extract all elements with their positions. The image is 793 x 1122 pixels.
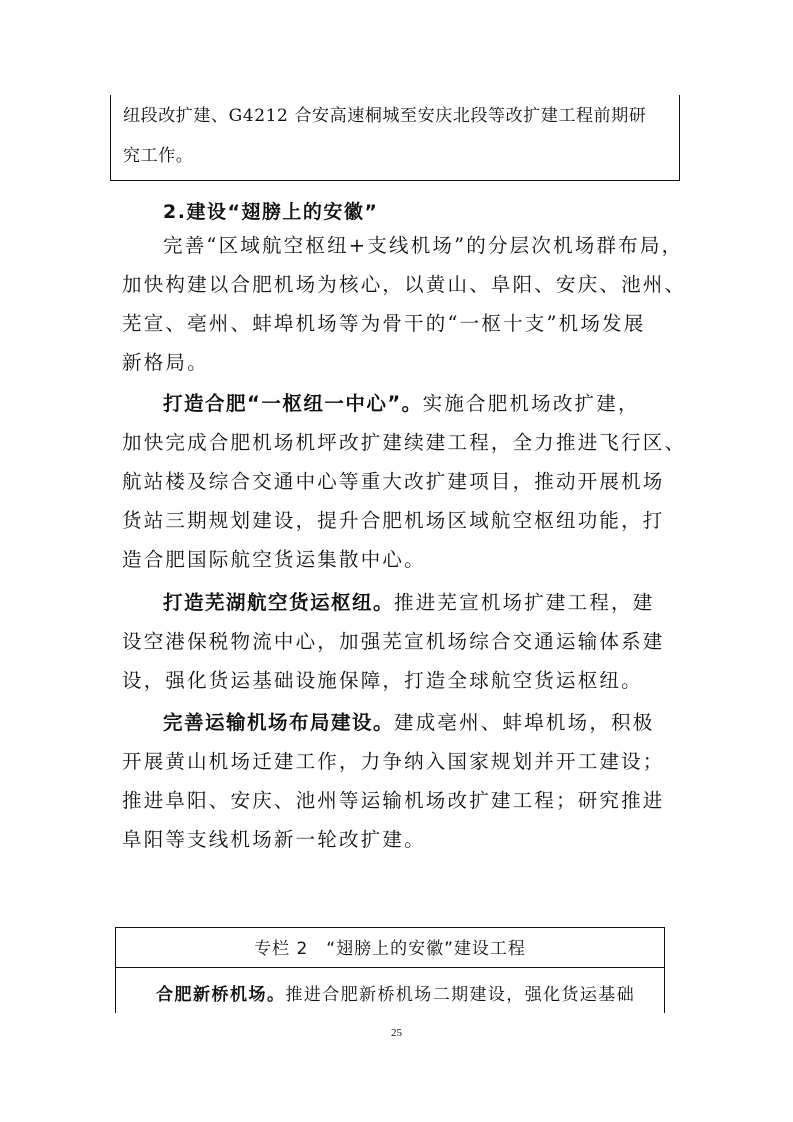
paragraph-line: 新格局。 (122, 351, 209, 374)
paragraph-line: 推进阜阳、安庆、池州等运输机场改扩建工程；研究推进 (122, 789, 665, 812)
paragraph-first-line (163, 391, 640, 417)
paragraph-line: 货站三期规划建设，提升合肥机场区域航空枢纽功能，打 (122, 509, 665, 532)
paragraph-lead: 打造合肥“一枢纽一中心”。 (163, 392, 423, 415)
feature-box-line-1: 纽段改扩建、G4212 合安高速桐城至安庆北段等改扩建工程前期研 (123, 106, 647, 126)
paragraph-line: 加快完成合肥机场机坪改扩建续建工程，全力推进飞行区、 (122, 431, 687, 454)
continued-feature-box (110, 95, 680, 181)
page-number: 25 (391, 1027, 402, 1039)
feature-box-body-lead: 合肥新桥机场。 (156, 985, 286, 1005)
paragraph-line: 阜阳等支线机场新一轮改扩建。 (122, 828, 426, 851)
paragraph-lead: 完善运输机场布局建设。 (163, 711, 395, 734)
feature-box-divider (116, 967, 664, 968)
paragraph-first-line (163, 590, 654, 616)
paragraph-line: 推进芜宣机场扩建工程，建 (394, 591, 655, 614)
paragraph-line: 造合肥国际航空货运集散中心。 (122, 548, 426, 571)
paragraph-line: 设空港保税物流中心，加强芜宣机场综合交通运输体系建 (122, 630, 665, 653)
paragraph-line: 建成亳州、蚌埠机场，积极 (394, 711, 655, 734)
paragraph-line: 设，强化货运基础设施保障，打造全球航空货运枢纽。 (122, 669, 643, 692)
feature-box-body (156, 980, 635, 1005)
paragraph-line: 芜宣、亳州、蚌埠机场等为骨干的“一枢十支”机场发展 (122, 312, 646, 335)
feature-box-title: 专栏 2 “翅膀上的安徽”建设工程 (254, 939, 526, 959)
section-heading: 2.建设“翅膀上的安徽” (163, 201, 379, 223)
paragraph-line: 开展黄山机场迁建工作，力争纳入国家规划并开工建设； (122, 750, 665, 773)
paragraph-line: 完善“区域航空枢纽+支线机场”的分层次机场群布局， (163, 234, 684, 257)
feature-box-line-2: 究工作。 (123, 146, 194, 166)
paragraph-first-line (163, 710, 654, 736)
feature-box-body-text: 推进合肥新桥机场二期建设，强化货运基础 (285, 985, 636, 1005)
paragraph-lead: 打造芜湖航空货运枢纽。 (163, 591, 395, 614)
paragraph-line: 实施合肥机场改扩建， (422, 392, 640, 415)
feature-box (115, 927, 665, 1013)
paragraph-line: 加快构建以合肥机场为核心，以黄山、阜阳、安庆、池州、 (122, 273, 687, 296)
paragraph-line: 航站楼及综合交通中心等重大改扩建项目，推动开展机场 (122, 470, 665, 493)
